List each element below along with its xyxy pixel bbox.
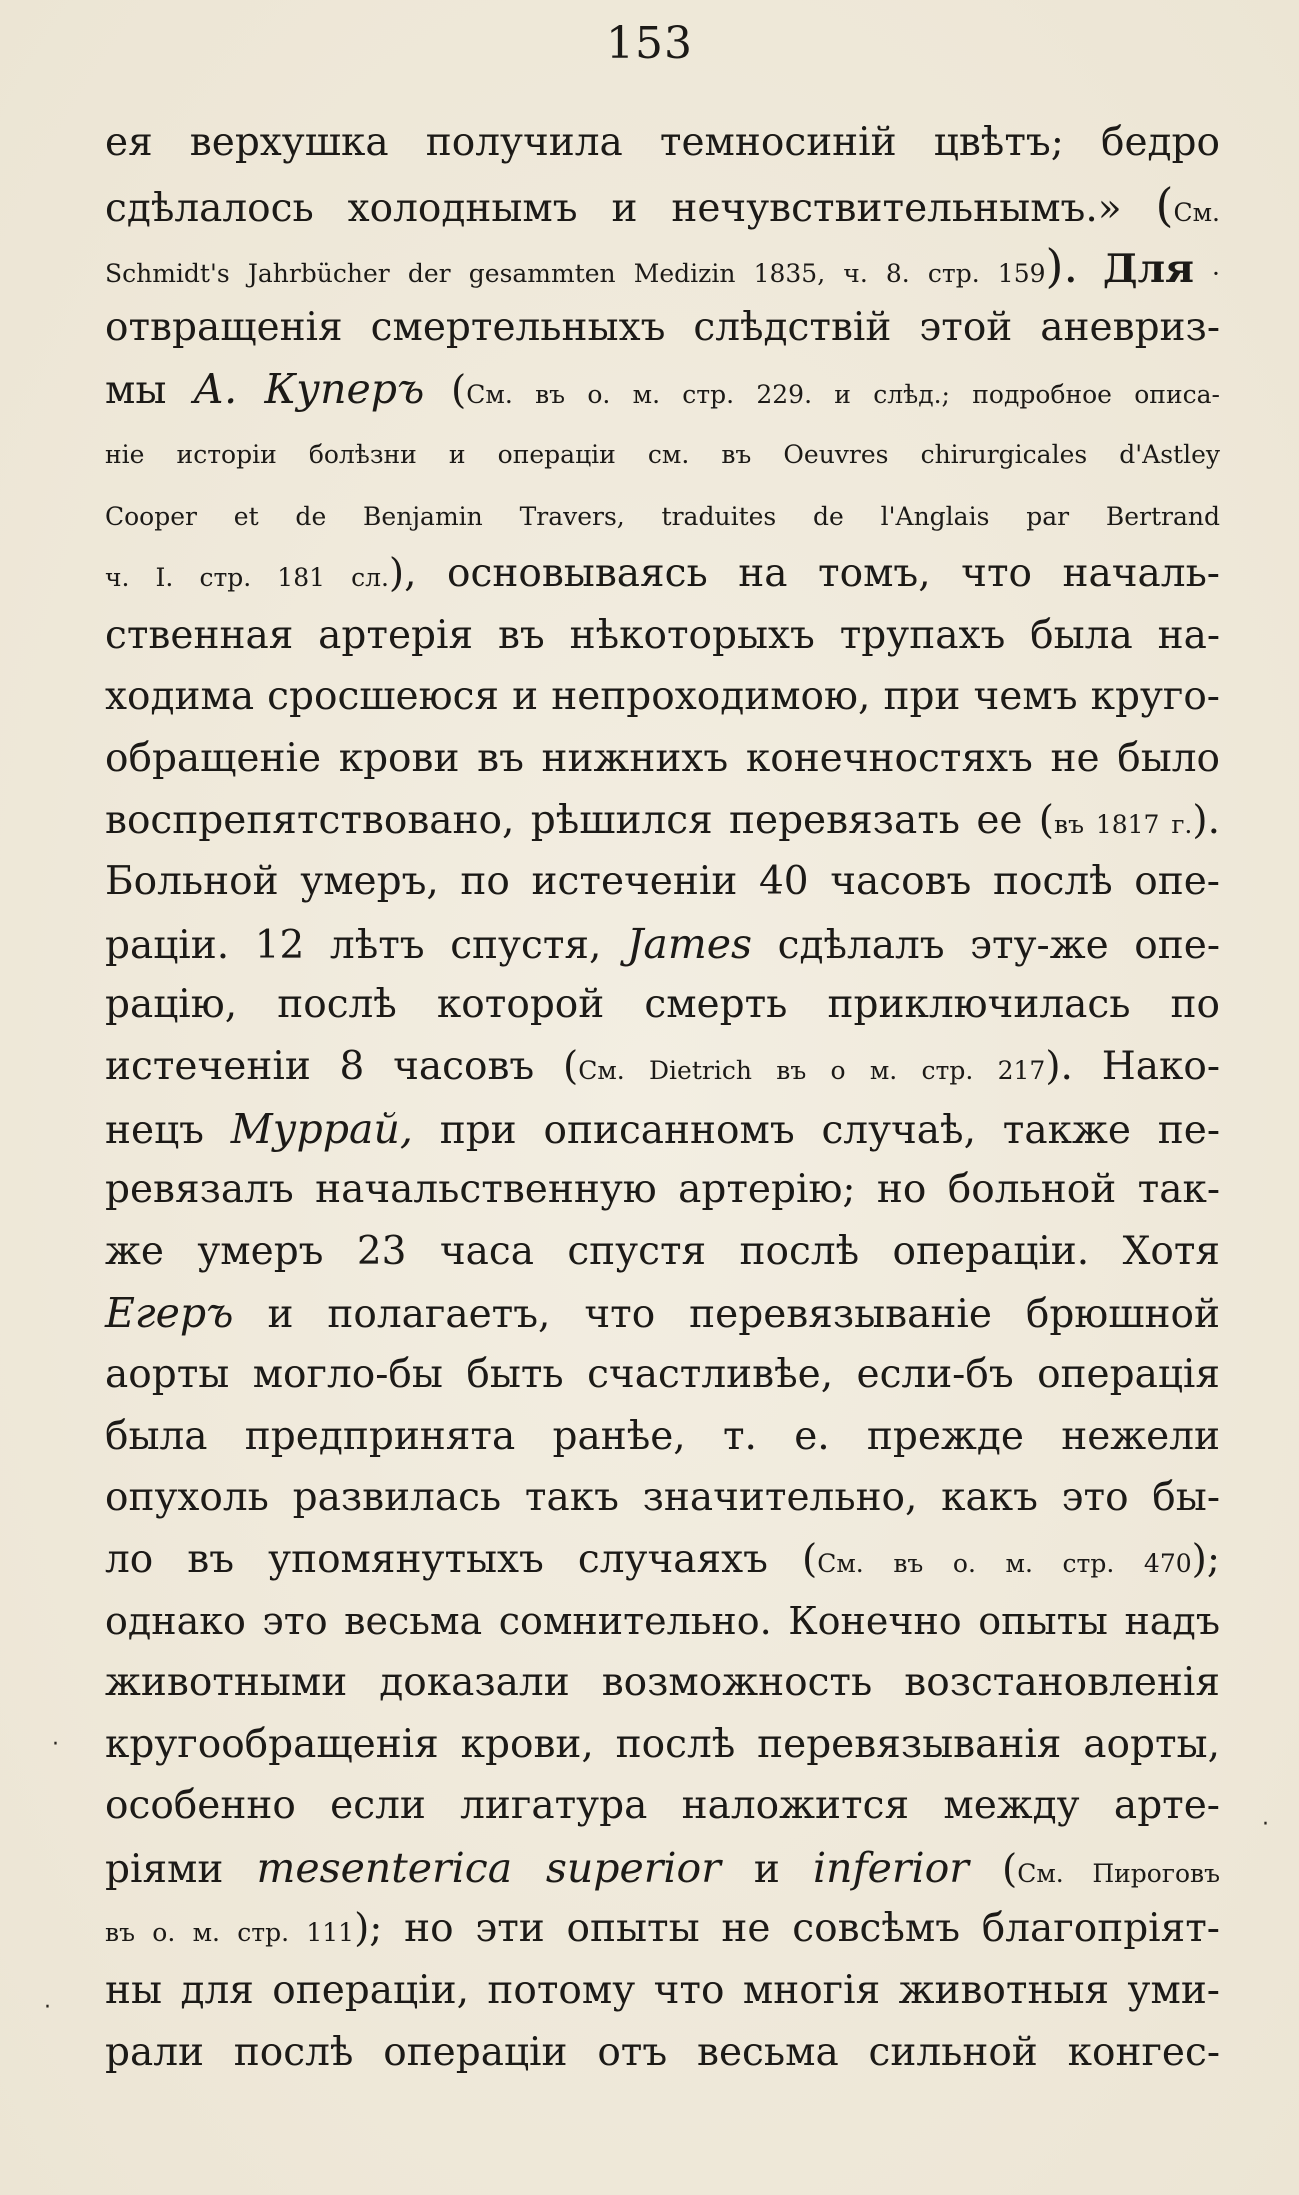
text-segment: ); — [1191, 1536, 1220, 1582]
italic-term: А. Куперъ — [193, 365, 425, 414]
text-segment: сдѣлалось холоднымъ и нечувствительнымъ.» — [105, 185, 1156, 231]
page-number: 153 — [606, 18, 693, 69]
italic-term: Егеръ — [105, 1289, 234, 1338]
text-segment: была предпринята ранѣе, т. е. прежде нежели — [105, 1413, 1220, 1459]
text-segment: ). — [1192, 797, 1220, 843]
small-reference: См. Пироговъ — [1017, 1858, 1220, 1888]
text-line — [105, 1221, 1220, 1283]
text-line — [105, 974, 1220, 1036]
text-line — [105, 666, 1220, 728]
small-reference: Cooper et de Benjamin Travers, traduites de l'Anglais par Bertrand — [105, 501, 1220, 531]
text-line — [105, 1406, 1220, 1468]
text-line — [105, 1036, 1220, 1098]
italic-term: James — [626, 919, 753, 968]
text-segment: аорты могло-бы быть счастливѣе, если-бъ операція — [105, 1352, 1220, 1397]
small-reference: Schmidt's Jahrbücher der gesammten Medizin 1835, ч. 8. стр. 159 — [105, 259, 1046, 289]
text-line — [105, 1652, 1220, 1714]
text-line — [105, 605, 1220, 667]
text-segment: рали послѣ операціи отъ весьма сильной конгес- — [105, 2029, 1220, 2075]
italic-term: inferior — [812, 1843, 969, 1892]
text-line — [105, 1529, 1220, 1591]
text-line — [105, 358, 1220, 420]
text-segment: ственная артерія въ нѣкоторыхъ трупахъ была на- — [105, 612, 1220, 658]
text-segment: мы — [105, 368, 194, 414]
small-reference: · — [1193, 259, 1220, 289]
text-segment: ); но эти опыты не совсѣмъ благопріят- — [354, 1906, 1220, 1952]
text-line — [105, 790, 1220, 852]
text-segment: Больной умеръ, по истеченіи 40 часовъ послѣ опе- — [105, 859, 1220, 905]
margin-mark: · — [44, 1995, 51, 2020]
text-segment: Для — [1102, 246, 1194, 293]
text-segment: и полагаетъ, что перевязываніе брюшной — [233, 1292, 1220, 1338]
text-line — [105, 1282, 1220, 1344]
text-segment: ( — [1155, 177, 1174, 232]
text-segment: и — [720, 1846, 813, 1892]
small-reference: въ о. м. стр. 111 — [105, 1918, 355, 1948]
text-line — [105, 174, 1220, 236]
text-segment: отвращенія смертельныхъ слѣдствій этой аневриз- — [105, 304, 1220, 350]
text-segment: кругообращенія крови, послѣ перевязыванія аорты, — [105, 1721, 1220, 1767]
text-line — [105, 2022, 1220, 2084]
text-line — [105, 1960, 1220, 2022]
italic-term: mesenterica superior — [256, 1843, 721, 1892]
text-segment: однако это весьма сомнительно. Конечно опыты надъ — [105, 1599, 1220, 1644]
text-line — [105, 1159, 1220, 1221]
text-line — [105, 913, 1220, 975]
text-segment: сдѣлалъ эту-же опе- — [752, 922, 1220, 968]
text-line — [105, 420, 1220, 482]
small-reference: См. Dietrich въ о м. стр. 217 — [578, 1056, 1046, 1085]
text-line — [105, 1098, 1220, 1160]
italic-term: Муррай, — [230, 1104, 413, 1153]
text-segment: при описанномъ случаѣ, также пе- — [412, 1107, 1220, 1153]
text-line — [105, 482, 1220, 544]
text-segment: же умеръ 23 часа спустя послѣ операціи. Хотя — [105, 1228, 1220, 1274]
small-reference: ніе исторіи болѣзни и операціи см. въ Oeuvres chirurgicales d'Astley — [105, 440, 1220, 469]
text-line — [105, 1590, 1220, 1652]
text-segment: ( — [968, 1846, 1018, 1892]
text-segment: обращеніе крови въ нижнихъ конечностяхъ не было — [105, 736, 1220, 781]
text-segment: ревязалъ начальственную артерію; но больной так- — [105, 1167, 1220, 1213]
text-segment: ( — [424, 368, 467, 414]
text-segment: рацію, послѣ которой смерть приключилась по — [105, 982, 1220, 1028]
text-line — [105, 1775, 1220, 1837]
text-segment: ея верхушка получила темносиній цвѣтъ; бедро — [105, 120, 1220, 165]
text-line — [105, 1467, 1220, 1529]
text-line — [105, 235, 1220, 297]
text-segment: нецъ — [105, 1107, 231, 1153]
text-line — [105, 543, 1220, 605]
text-line — [105, 1837, 1220, 1899]
small-reference: ч. I. стр. 181 сл. — [105, 563, 389, 593]
text-line — [105, 728, 1220, 790]
small-reference: См. въ о. м. стр. 229. и слѣд.; подробное описа- — [466, 380, 1220, 410]
text-segment: опухоль развилась такъ значительно, какъ это бы- — [105, 1475, 1220, 1521]
text-segment: ло въ упомянутыхъ случаяхъ ( — [105, 1536, 818, 1582]
text-segment: ріями — [105, 1846, 257, 1892]
text-segment: ходима сросшеюся и непроходимою, при чемъ круго- — [105, 674, 1220, 720]
margin-mark: · — [52, 1732, 59, 1757]
small-reference: въ 1817 г. — [1054, 809, 1193, 839]
text-segment: воспрепятствовано, рѣшился перевязать ее ( — [105, 797, 1054, 843]
text-line — [105, 1714, 1220, 1776]
text-line — [105, 1898, 1220, 1960]
text-segment: особенно если лигатура наложится между арте- — [105, 1783, 1220, 1829]
text-segment: ны для операціи, потому что многія животныя уми- — [105, 1968, 1220, 2013]
text-line — [105, 112, 1220, 174]
text-segment: ). Нако- — [1045, 1044, 1220, 1089]
text-line — [105, 297, 1220, 359]
small-reference: См. въ о. м. стр. 470 — [817, 1548, 1192, 1578]
text-segment: раціи. 12 лѣтъ спустя, — [105, 922, 627, 968]
text-segment: ). — [1045, 239, 1103, 294]
margin-mark: · — [1262, 1812, 1269, 1837]
text-segment: животными доказали возможность возстановленія — [105, 1660, 1220, 1705]
text-line — [105, 1344, 1220, 1406]
text-line — [105, 851, 1220, 913]
text-segment: истеченіи 8 часовъ ( — [105, 1044, 579, 1089]
small-reference: См. — [1173, 197, 1220, 227]
text-segment: ), основываясь на томъ, что началь- — [388, 551, 1220, 597]
